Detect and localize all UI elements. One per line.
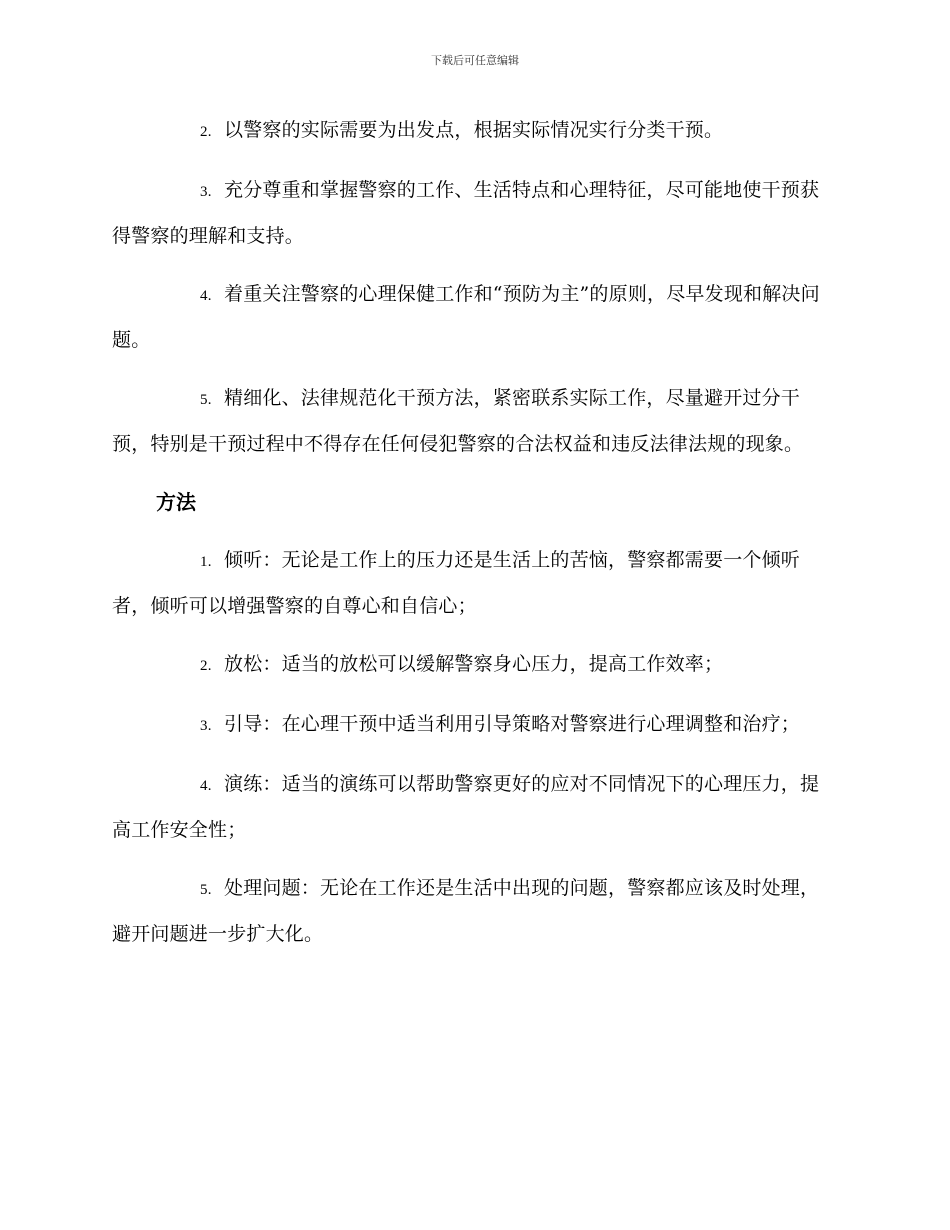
- method-item-5: [112, 866, 834, 956]
- item-number: 5.: [200, 392, 212, 408]
- method-item-2: [112, 642, 834, 688]
- item-number: 3.: [200, 718, 212, 734]
- item-number: 3.: [200, 184, 212, 200]
- principle-item-3: [112, 168, 834, 258]
- item-number: 2.: [200, 124, 212, 140]
- item-text: 演练：适当的演练可以帮助警察更好的应对不同情况下的心理压力，提高工作安全性；: [112, 773, 820, 841]
- item-text: 充分尊重和掌握警察的工作、生活特点和心理特征，尽可能地使干预获得警察的理解和支持。: [112, 179, 820, 247]
- item-number: 4.: [200, 778, 212, 794]
- item-text: 以警察的实际需要为出发点，根据实际情况实行分类干预。: [224, 119, 724, 141]
- principle-item-5: [112, 376, 834, 466]
- item-number: 5.: [200, 882, 212, 898]
- principle-item-4: [112, 272, 834, 362]
- item-text: 引导：在心理干预中适当利用引导策略对警察进行心理调整和治疗；: [224, 713, 801, 735]
- principle-item-2: [112, 108, 834, 154]
- item-number: 1.: [200, 554, 212, 570]
- method-item-4: [112, 762, 834, 852]
- page-header: 下载后可任意编辑: [431, 54, 519, 67]
- item-text: 处理问题：无论在工作还是生活中出现的问题，警察都应该及时处理，避开问题进一步扩大化。: [112, 877, 820, 945]
- item-text: 着重关注警察的心理保健工作和“预防为主”的原则，尽早发现和解决问题。: [112, 283, 820, 351]
- section-heading-methods: 方法: [156, 490, 196, 514]
- item-text: 倾听：无论是工作上的压力还是生活上的苦恼，警察都需要一个倾听者，倾听可以增强警察的自尊心和自信心；: [112, 549, 801, 617]
- method-item-1: [112, 538, 834, 628]
- item-number: 4.: [200, 288, 212, 304]
- method-item-3: [112, 702, 834, 748]
- item-text: 放松：适当的放松可以缓解警察身心压力，提高工作效率；: [224, 653, 724, 675]
- item-text: 精细化、法律规范化干预方法，紧密联系实际工作，尽量避开过分干预，特别是干预过程中不得存在任何侵犯警察的合法权益和违反法律法规的现象。: [112, 387, 804, 455]
- document-body: [112, 108, 834, 970]
- item-number: 2.: [200, 658, 212, 674]
